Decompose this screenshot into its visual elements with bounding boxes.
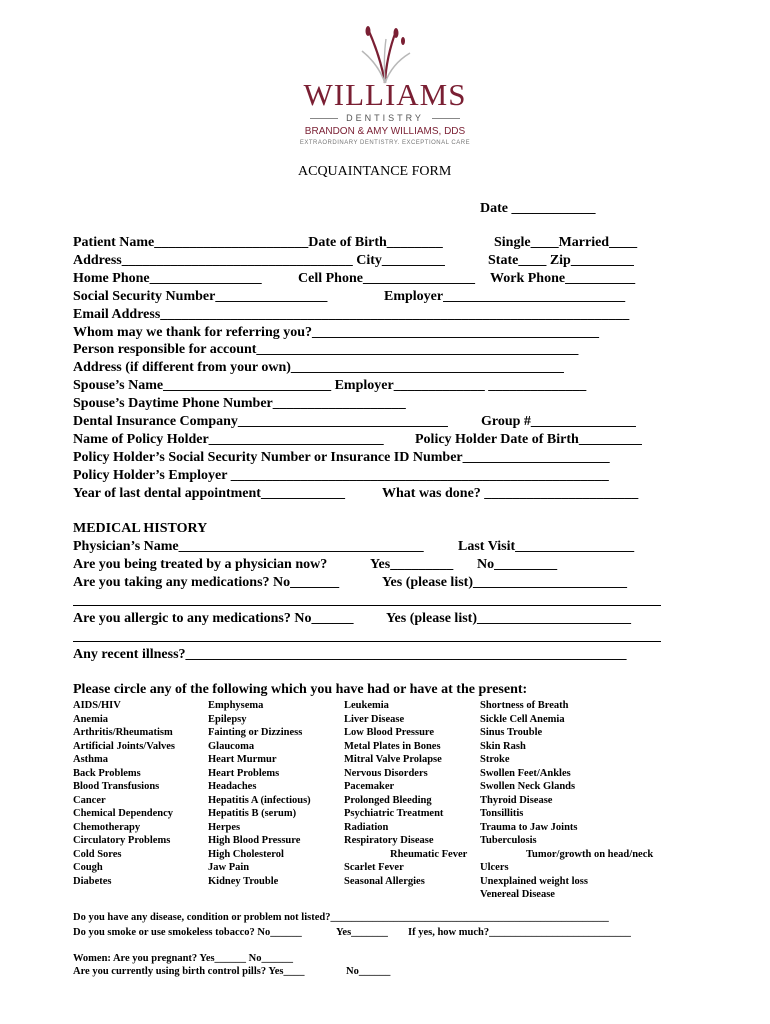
insurance-company-field[interactable]: Dental Insurance Company______________________________	[73, 414, 448, 429]
form-title: ACQUAINTANCE FORM	[298, 164, 452, 179]
condition-item[interactable]: Mitral Valve Prolapse	[344, 754, 442, 765]
physician-field[interactable]: Physician’s Name___________________________________	[73, 539, 424, 554]
work-phone-field[interactable]: Work Phone__________	[490, 271, 636, 286]
logo-doctors: BRANDON & AMY WILLIAMS, DDS	[304, 126, 466, 137]
policy-holder-field[interactable]: Name of Policy Holder_________________________	[73, 432, 384, 447]
logo-name: WILLIAMS	[303, 77, 467, 112]
condition-item[interactable]: Hepatitis B (serum)	[208, 808, 297, 819]
conditions-column-2	[208, 699, 311, 888]
condition-item[interactable]: AIDS/HIV	[73, 700, 121, 711]
logo-tagline: EXTRAORDINARY DENTISTRY. EXCEPTIONAL CARE	[299, 140, 471, 146]
spouse-field[interactable]: Spouse’s Name________________________ Employer_____________ ______________	[73, 378, 587, 393]
alt-address-field[interactable]: Address (if different from your own)_______________________________________	[73, 360, 564, 375]
pregnant-field[interactable]: Women: Are you pregnant? Yes______ No______	[73, 953, 294, 964]
condition-item[interactable]: Glaucoma	[208, 740, 255, 752]
condition-item[interactable]: Prolonged Bleeding	[344, 794, 432, 806]
condition-item[interactable]: Arthritis/Rheumatism	[73, 727, 173, 738]
allergy-no-field[interactable]: Are you allergic to any medications? No______	[73, 611, 354, 626]
condition-item[interactable]: Rheumatic Fever	[390, 848, 468, 860]
condition-item[interactable]: Anemia	[73, 713, 108, 725]
ssn-field[interactable]: Social Security Number________________	[73, 289, 328, 304]
allergy-list-line[interactable]	[73, 641, 661, 642]
condition-item[interactable]: Cancer	[73, 794, 106, 806]
smoke-no-field[interactable]: Do you smoke or use smokeless tobacco? No______	[73, 927, 302, 938]
condition-item[interactable]: Swollen Neck Glands	[480, 781, 576, 792]
medications-yes-field[interactable]: Yes (please list)______________________	[382, 575, 627, 590]
condition-item[interactable]: Epilepsy	[208, 713, 247, 725]
procedure-field[interactable]: What was done? ______________________	[382, 486, 639, 501]
date-field[interactable]: Date ____________	[480, 201, 596, 216]
home-phone-field[interactable]: Home Phone________________	[73, 271, 262, 286]
condition-item[interactable]: Hepatitis A (infectious)	[208, 794, 311, 806]
treated-question: Are you being treated by a physician now?	[73, 557, 328, 572]
email-field[interactable]: Email Address___________________________________________________________________	[73, 307, 630, 322]
condition-item[interactable]: Kidney Trouble	[208, 875, 279, 887]
birth-control-yes-field[interactable]: Are you currently using birth control pills? Yes____	[73, 966, 305, 977]
condition-item[interactable]: Emphysema	[208, 700, 264, 711]
condition-item[interactable]: Circulatory Problems	[73, 835, 171, 846]
responsible-person-field[interactable]: Person responsible for account______________________________________________	[73, 342, 579, 357]
condition-item[interactable]: Leukemia	[344, 700, 389, 711]
group-number-field[interactable]: Group #_______________	[481, 414, 636, 429]
patient-name-dob-field[interactable]: Patient Name______________________Date of Birth________	[73, 235, 443, 250]
smoke-amount-field[interactable]: If yes, how much?___________________________	[408, 927, 631, 938]
condition-item[interactable]: Tuberculosis	[480, 835, 537, 846]
condition-item[interactable]: Pacemaker	[344, 781, 395, 792]
conditions-column-3	[344, 699, 467, 888]
condition-item[interactable]: Sickle Cell Anemia	[480, 713, 565, 725]
medications-list-line[interactable]	[73, 605, 661, 606]
condition-item[interactable]: High Cholesterol	[208, 848, 284, 860]
spouse-phone-field[interactable]: Spouse’s Daytime Phone Number___________________	[73, 396, 406, 411]
condition-item[interactable]: Headaches	[208, 781, 257, 792]
condition-item[interactable]: Trauma to Jaw Joints	[480, 821, 578, 833]
referral-field[interactable]: Whom may we thank for referring you?_________________________________________	[73, 325, 600, 340]
recent-illness-field[interactable]: Any recent illness?_______________________________________________________________	[73, 647, 627, 662]
cell-phone-field[interactable]: Cell Phone________________	[298, 271, 475, 286]
condition-item[interactable]: Scarlet Fever	[344, 862, 404, 873]
other-disease-field[interactable]: Do you have any disease, condition or problem not listed?_____________________________________________________	[73, 912, 609, 923]
address-city-field[interactable]: Address_________________________________ City_________	[73, 253, 445, 268]
marital-status-field[interactable]: Single____Married____	[494, 235, 638, 250]
last-appointment-field[interactable]: Year of last dental appointment____________	[73, 486, 345, 501]
condition-item[interactable]: Unexplained weight loss	[480, 875, 588, 887]
practice-logo	[300, 25, 470, 150]
condition-item[interactable]: Diabetes	[73, 875, 112, 887]
condition-item[interactable]: Cold Sores	[73, 848, 122, 860]
condition-item[interactable]: Radiation	[344, 821, 389, 833]
condition-item[interactable]: Tumor/growth on head/neck	[526, 848, 654, 860]
condition-item[interactable]: Ulcers	[480, 862, 509, 873]
condition-item[interactable]: Respiratory Disease	[344, 835, 434, 846]
medications-no-field[interactable]: Are you taking any medications? No_______	[73, 575, 340, 590]
condition-item[interactable]: High Blood Pressure	[208, 835, 301, 846]
condition-item[interactable]: Heart Problems	[208, 767, 280, 779]
condition-item[interactable]: Chemotherapy	[73, 821, 141, 833]
condition-item[interactable]: Metal Plates in Bones	[344, 740, 441, 752]
condition-item[interactable]: Artificial Joints/Valves	[73, 740, 175, 752]
condition-item[interactable]: Cough	[73, 862, 103, 873]
condition-item[interactable]: Blood Transfusions	[73, 781, 160, 792]
treated-no-field[interactable]: No_________	[477, 557, 558, 572]
logo-subname: DENTISTRY	[346, 113, 424, 123]
condition-item[interactable]: Low Blood Pressure	[344, 727, 435, 738]
condition-item[interactable]: Chemical Dependency	[73, 808, 174, 819]
smoke-yes-field[interactable]: Yes_______	[336, 927, 388, 938]
condition-item[interactable]: Jaw Pain	[208, 862, 250, 873]
employer-field[interactable]: Employer__________________________	[384, 289, 626, 304]
condition-item[interactable]: Back Problems	[73, 767, 141, 779]
condition-item[interactable]: Venereal Disease	[480, 889, 555, 900]
medical-history-heading: MEDICAL HISTORY	[73, 521, 208, 536]
condition-item[interactable]: Liver Disease	[344, 713, 405, 725]
condition-item[interactable]: Nervous Disorders	[344, 767, 428, 779]
condition-item[interactable]: Shortness of Breath	[480, 700, 569, 711]
condition-item[interactable]: Stroke	[480, 754, 510, 765]
policy-holder-dob-field[interactable]: Policy Holder Date of Birth_________	[415, 432, 642, 447]
conditions-column-4	[480, 699, 653, 902]
birth-control-no-field[interactable]: No______	[346, 966, 391, 977]
allergy-yes-field[interactable]: Yes (please list)______________________	[386, 611, 631, 626]
condition-item[interactable]: Swollen Feet/Ankles	[480, 767, 571, 779]
condition-item[interactable]: Tonsillitis	[480, 808, 524, 819]
condition-item[interactable]: Skin Rash	[480, 740, 526, 752]
conditions-instruction: Please circle any of the following which you have had or have at the present:	[73, 682, 528, 697]
condition-item[interactable]: Herpes	[208, 821, 241, 833]
grass-logo-icon	[300, 25, 470, 85]
policy-holder-ssn-field[interactable]: Policy Holder’s Social Security Number or Insurance ID Number_____________________	[73, 450, 610, 465]
condition-item[interactable]: Thyroid Disease	[480, 794, 553, 806]
condition-item[interactable]: Heart Murmur	[208, 754, 277, 765]
condition-item[interactable]: Sinus Trouble	[480, 727, 543, 738]
condition-item[interactable]: Seasonal Allergies	[344, 875, 425, 887]
conditions-column-1	[73, 699, 175, 888]
policy-holder-employer-field[interactable]: Policy Holder’s Employer ______________________________________________________	[73, 468, 609, 483]
condition-item[interactable]: Asthma	[73, 754, 109, 765]
logo-divider	[432, 118, 460, 119]
condition-item[interactable]: Fainting or Dizziness	[208, 727, 303, 738]
state-zip-field[interactable]: State____ Zip_________	[488, 253, 634, 268]
condition-item[interactable]: Psychiatric Treatment	[344, 808, 444, 819]
treated-yes-field[interactable]: Yes_________	[370, 557, 454, 572]
last-visit-field[interactable]: Last Visit_________________	[458, 539, 635, 554]
